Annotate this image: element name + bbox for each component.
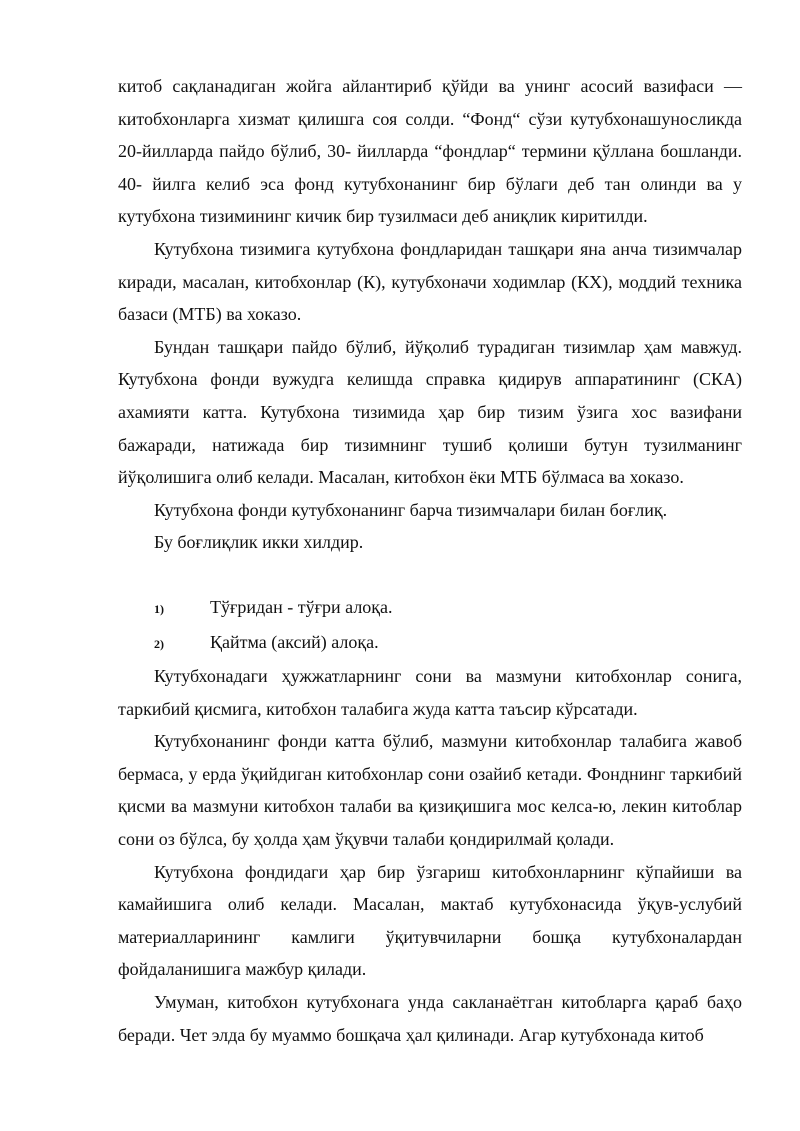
paragraph-6: Кутубхонадаги ҳужжатларнинг сони ва мазмуни китобхонлар сонига, таркибий қисмига, китобхон талабига жуда катта таъсир кўрсатади.	[118, 666, 742, 719]
paragraph-4: Кутубхона фонди кутубхонанинг барча тизимчалари билан боғлиқ.	[154, 499, 668, 520]
list-number: 2)	[154, 636, 164, 651]
paragraph-9: Умуман, китобхон кутубхонага унда сакланаётган китобларга қараб баҳо беради. Чет элда бу муаммо бошқача ҳал қилинади. Агар кутубхонада китоб	[118, 992, 742, 1045]
paragraph-2: Кутубхона тизимига кутубхона фондларидан ташқари яна анча тизимчалар киради, масалан, китобхонлар (К), кутубхоначи ходимлар (КХ), моддий техника базаси (МТБ) ва хоказо.	[118, 238, 742, 325]
paragraph-5: Бу боғлиқлик икки хилдир.	[154, 532, 364, 553]
list-number: 1)	[154, 601, 164, 616]
blank-line	[118, 559, 742, 591]
paragraph-7: Кутубхонанинг фонди катта бўлиб, мазмуни китобхонлар талабига жавоб бермаса, у ерда ўқийдиган китобхонлар сони озайиб кетади. Фонднинг таркибий қисми ва мазмуни китобхон талаби ва қизиқишига мос келса-ю, лекин китоблар сони оз бўлса, бу ҳолда ҳам ўқувчи талаби қондирилмай қолади.	[118, 731, 742, 850]
list-text: Қайтма (аксий) алоқа.	[210, 631, 379, 652]
document-page	[118, 70, 742, 1051]
list-text: Тўғридан - тўғри алоқа.	[210, 596, 393, 617]
list-item-2	[118, 626, 742, 661]
paragraph-1: китоб сақланадиган жойга айлантириб қўйди ва унинг асосий вазифаси — китобхонларга хизмат қилишга соя солди. “Фонд“ сўзи кутубхонашуносликда 20-йилларда пайдо бўлиб, 30- йилларда “фондлар“ термини қўллана бошланди. 40- йилга келиб эса фонд кутубхонанинг бир бўлаги деб тан олинди ва у кутубхона тизимининг кичик бир тузилмаси деб аниқлик киритилди.	[118, 76, 742, 227]
list-item-1	[118, 591, 742, 626]
paragraph-8: Кутубхона фондидаги ҳар бир ўзгариш китобхонларнинг кўпайиши ва камайишига олиб келади. Масалан, мактаб кутубхонасида ўқув-услубий материалларининг камлиги ўқитувчиларни бошқа кутубхоналардан фойдаланишига мажбур қилади.	[118, 861, 742, 980]
paragraph-3: Бундан ташқари пайдо бўлиб, йўқолиб турадиган тизимлар ҳам мавжуд. Кутубхона фонди вужудга келишда справка қидирув аппаратининг (СКА) ахамияти катта. Кутубхона тизимида ҳар бир тизим ўзига хос вазифани бажаради, натижада бир тизимнинг тушиб қолиши бутун тузилманинг йўқолишига олиб келади. Масалан, китобхон ёки МТБ бўлмаса ва хоказо.	[118, 336, 742, 488]
